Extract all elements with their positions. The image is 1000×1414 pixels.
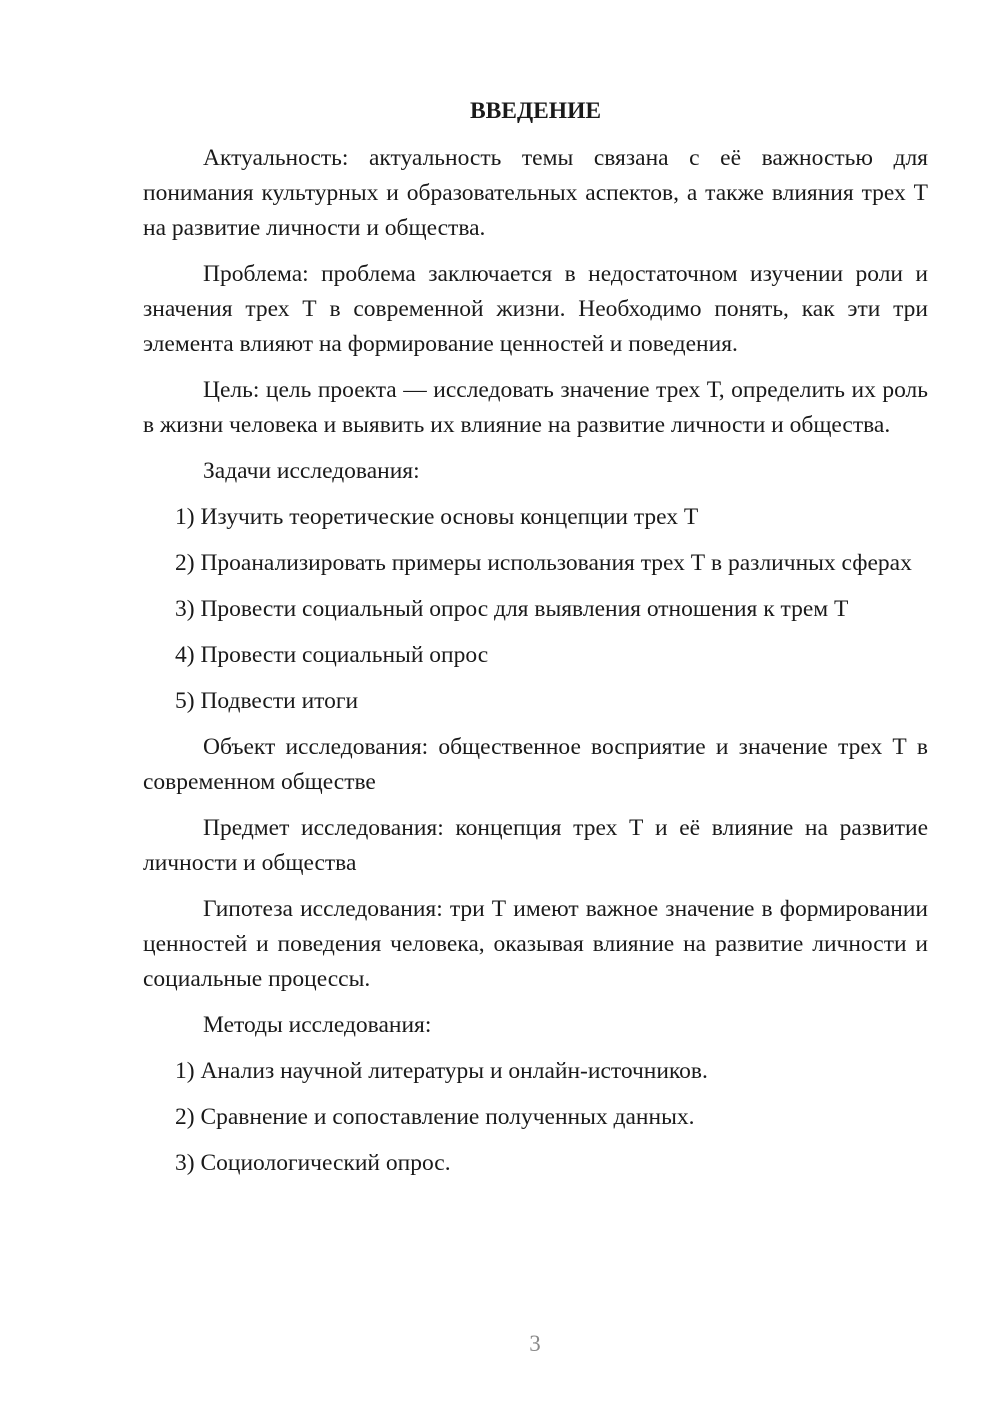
- goal-paragraph: Цель: цель проекта — исследовать значение трех Т, определить их роль в жизни человека и выявить их влияние на развитие личности и общества.: [143, 377, 928, 438]
- method-item: 2) Сравнение и сопоставление полученных данных.: [175, 1104, 695, 1130]
- task-item: 1) Изучить теоретические основы концепции трех Т: [175, 504, 699, 530]
- method-item: 1) Анализ научной литературы и онлайн-источников.: [175, 1058, 708, 1084]
- method-item: 3) Социологический опрос.: [175, 1150, 451, 1176]
- methods-heading: Методы исследования:: [203, 1012, 432, 1038]
- tasks-heading: Задачи исследования:: [203, 458, 420, 484]
- document-body: [143, 94, 928, 1192]
- task-item: 2) Проанализировать примеры использования трех Т в различных сферах: [175, 550, 912, 576]
- subject-paragraph: Предмет исследования: концепция трех Т и её влияние на развитие личности и общества: [143, 815, 928, 876]
- task-item: 4) Провести социальный опрос: [175, 642, 489, 668]
- problem-paragraph: Проблема: проблема заключается в недостаточном изучении роли и значения трех Т в современной жизни. Необходимо понять, как эти три элемента влияют на формирование ценностей и поведения.: [143, 261, 928, 357]
- task-item: 3) Провести социальный опрос для выявления отношения к трем Т: [175, 596, 849, 622]
- hypothesis-paragraph: Гипотеза исследования: три Т имеют важное значение в формировании ценностей и поведения человека, оказывая влияние на развитие личности и социальные процессы.: [143, 896, 928, 992]
- relevance-paragraph: Актуальность: актуальность темы связана с её важностью для понимания культурных и образовательных аспектов, а также влияния трех Т на развитие личности и общества.: [143, 145, 928, 241]
- object-paragraph: Объект исследования: общественное восприятие и значение трех Т в современном обществе: [143, 734, 928, 795]
- page-number: 3: [529, 1331, 541, 1356]
- task-item: 5) Подвести итоги: [175, 688, 359, 714]
- section-title: ВВЕДЕНИЕ: [469, 98, 602, 124]
